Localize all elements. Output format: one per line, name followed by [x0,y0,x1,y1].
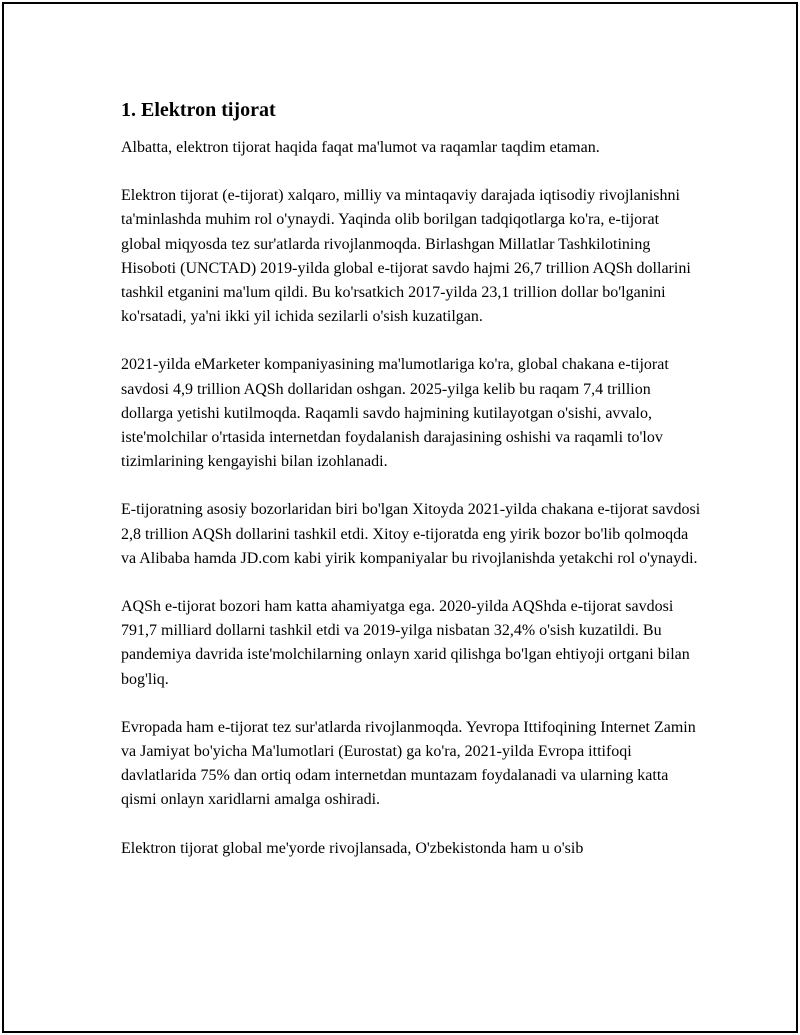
paragraph-usa: AQSh e-tijorat bozori ham katta ahamiyatga ega. 2020-yilda AQShda e-tijorat savdosi 791,7 milliard dollarni tashkil etdi va 2019-yilga nisbatan 32,4% o'sish kuzatildi. Bu pandemiya davrida iste'molchilarning onlayn xarid qilishga bo'lgan ehtiyoji ortgani bilan bog'liq. [121,598,690,688]
section-heading: 1. Elektron tijorat [121,99,276,121]
paragraph-emarketer: 2021-yilda eMarketer kompaniyasining ma'lumotlariga ko'ra, global chakana e-tijorat savdosi 4,9 trillion AQSh dollaridan oshgan. 2025-yilga kelib bu raqam 7,4 trillion dollarga yetishi kutilmoqda. Raqamli savdo hajmining kutilayotgan o'sishi, avvalo, iste'molchilar o'rtasida internetdan foydalanish darajasining oshishi va raqamli to'lov tizimlarining kengayishi bilan izohlanadi. [121,356,669,471]
paragraph-uzbekistan: Elektron tijorat global me'yorde rivojlansada, O'zbekistonda ham u o'sib [121,839,584,857]
document-body [121,96,701,861]
paragraph-europe: Evropada ham e-tijorat tez sur'atlarda rivojlanmoqda. Yevropa Ittifoqining Internet Zamin va Jamiyat bo'yicha Ma'lumotlari (Eurostat) ga ko'ra, 2021-yilda Evropa ittifoqi davlatlarida 75% dan ortiq odam internetdan muntazam foydalanadi va ularning katta qismi onlayn xaridlarni amalga oshiradi. [121,718,696,809]
page-frame [2,2,798,1033]
paragraph-global-overview: Elektron tijorat (e-tijorat) xalqaro, milliy va mintaqaviy darajada iqtisodiy rivojlanishni ta'minlashda muhim rol o'ynaydi. Yaqinda olib borilgan tadqiqotlarga ko'ra, e-tijorat global miqyosda tez sur'atlarda rivojlanmoqda. Birlashgan Millatlar Tashkilotining Hisoboti (UNCTAD) 2019-yilda global e-tijorat savdo hajmi 26,7 trillion AQSh dollarini tashkil etganini ma'lum qildi. Bu ko'rsatkich 2017-yilda 23,1 trillion dollar bo'lganini ko'rsatadi, ya'ni ikki yil ichida sezilarli o'sish kuzatilgan. [121,187,691,326]
paragraph-china: E-tijoratning asosiy bozorlaridan biri bo'lgan Xitoyda 2021-yilda chakana e-tijorat savdosi 2,8 trillion AQSh dollarini tashkil etdi. Xitoy e-tijoratda eng yirik bozor bo'lib qolmoqda va Alibaba hamda JD.com kabi yirik kompaniyalar bu rivojlanishda yetakchi rol o'ynaydi. [121,501,701,567]
paragraph-intro: Albatta, elektron tijorat haqida faqat ma'lumot va raqamlar taqdim etaman. [121,139,600,156]
